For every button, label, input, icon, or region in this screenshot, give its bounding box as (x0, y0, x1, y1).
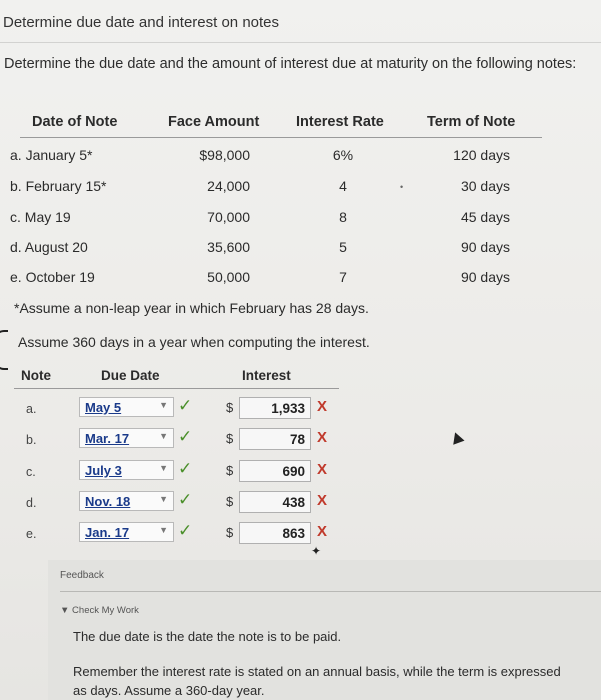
due-date-select[interactable] (79, 397, 174, 417)
correct-check-icon: ✓ (178, 459, 193, 478)
note-date: a. January 5* (10, 147, 93, 163)
header-term-of-note: Term of Note (427, 114, 516, 130)
note-letter: a. (26, 402, 37, 416)
interest-input[interactable]: 78 (239, 428, 311, 450)
wrong-x-icon: X (317, 429, 328, 446)
feedback-label: Feedback (60, 570, 104, 581)
interest-rate: 7 (339, 269, 347, 285)
answer-row (0, 489, 601, 517)
feedback-text-due-date: The due date is the date the note is to be paid. (73, 629, 342, 644)
answer-table-rule (14, 388, 339, 389)
currency-symbol: $ (226, 400, 234, 415)
pen-cursor-icon: ✦ (311, 544, 322, 558)
notes-table-rule (20, 137, 542, 138)
assumption-360-days: Assume 360 days in a year when computing the interest. (18, 334, 370, 350)
triangle-down-icon: ▼ (60, 605, 70, 616)
currency-symbol: $ (226, 431, 234, 446)
face-amount: 70,000 (207, 209, 250, 225)
face-amount: 50,000 (207, 269, 250, 285)
wrong-x-icon: X (317, 492, 328, 509)
due-date-value: May 5 (85, 400, 122, 415)
header-note: Note (21, 368, 51, 383)
note-date: e. October 19 (10, 269, 95, 285)
interest-input[interactable]: 438 (239, 491, 311, 513)
wrong-x-icon: X (317, 398, 328, 415)
interest-input[interactable]: 863 (239, 522, 311, 544)
answer-row (0, 520, 601, 548)
dropdown-arrow-icon: ▼ (159, 431, 168, 441)
interest-input[interactable]: 690 (239, 460, 311, 482)
term: 90 days (460, 239, 510, 255)
correct-check-icon: ✓ (178, 521, 193, 540)
term: 30 days (460, 178, 510, 194)
due-date-value: July 3 (85, 463, 122, 478)
term: 45 days (460, 209, 510, 225)
note-letter: b. (26, 433, 37, 447)
face-amount: $98,000 (199, 147, 250, 163)
currency-symbol: $ (226, 494, 234, 509)
interest-rate: 4 (339, 178, 347, 194)
dropdown-arrow-icon: ▼ (159, 494, 168, 504)
note-date: c. May 19 (10, 209, 71, 225)
currency-symbol: $ (226, 525, 234, 540)
note-letter: c. (26, 465, 36, 479)
face-amount: 24,000 (207, 178, 250, 194)
currency-symbol: $ (226, 463, 234, 478)
header-date-of-note: Date of Note (32, 114, 118, 130)
answer-row (0, 458, 601, 486)
interest-rate: 5 (339, 239, 347, 255)
assumption-leap-year: *Assume a non-leap year in which February has 28 days. (14, 300, 369, 316)
note-date: b. February 15* (10, 178, 107, 194)
header-interest-rate: Interest Rate (296, 114, 384, 130)
stray-dot: • (400, 182, 404, 192)
due-date-value: Nov. 18 (85, 494, 131, 509)
intro-text: Determine the due date and the amount of interest due at maturity on the following notes: (4, 56, 577, 72)
correct-check-icon: ✓ (178, 427, 193, 446)
correct-check-icon: ✓ (178, 490, 193, 509)
header-interest: Interest (242, 368, 291, 383)
answer-row (0, 395, 601, 423)
check-my-work-toggle[interactable] (60, 605, 139, 616)
feedback-text-interest: Remember the interest rate is stated on an annual basis, while the term is expressed as days. Assume a 360-day year. (73, 664, 561, 698)
wrong-x-icon: X (317, 461, 328, 478)
dropdown-arrow-icon: ▼ (159, 463, 168, 473)
divider (0, 42, 601, 43)
wrong-x-icon: X (317, 523, 328, 540)
due-date-select[interactable] (79, 491, 174, 511)
due-date-select[interactable] (79, 428, 174, 448)
term: 120 days (453, 147, 510, 163)
interest-input[interactable]: 1,933 (239, 397, 311, 419)
feedback-divider (60, 591, 601, 592)
face-amount: 35,600 (207, 239, 250, 255)
header-face-amount: Face Amount (168, 114, 260, 130)
due-date-value: Mar. 17 (85, 431, 130, 446)
dropdown-arrow-icon: ▼ (159, 400, 168, 410)
note-date: d. August 20 (10, 239, 88, 255)
section-title: Determine due date and interest on notes (3, 14, 280, 31)
bracket-decoration (0, 330, 8, 370)
check-my-work-label: Check My Work (72, 605, 139, 616)
due-date-select[interactable] (79, 522, 174, 542)
due-date-select[interactable] (79, 460, 174, 480)
correct-check-icon: ✓ (178, 396, 193, 415)
due-date-value: Jan. 17 (85, 525, 130, 540)
dropdown-arrow-icon: ▼ (159, 525, 168, 535)
header-due-date: Due Date (101, 368, 160, 383)
note-letter: e. (26, 527, 37, 541)
note-letter: d. (26, 496, 37, 510)
term: 90 days (460, 269, 510, 285)
answer-row (0, 426, 601, 454)
interest-rate: 6% (332, 147, 354, 163)
interest-rate: 8 (339, 209, 347, 225)
